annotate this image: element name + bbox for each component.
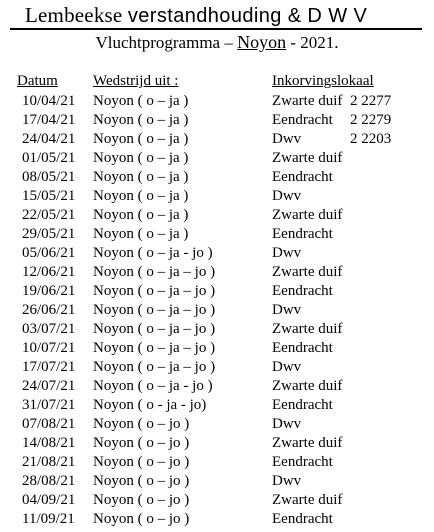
row-number: 2 2277 [350, 93, 392, 109]
row-race: Noyon ( o – ja - jo ) [93, 245, 213, 261]
row-date: 10/04/21 [22, 93, 76, 109]
document-title [10, 3, 422, 30]
table-row [0, 187, 434, 206]
row-date: 28/08/21 [22, 473, 76, 489]
row-location: Eendracht [272, 226, 333, 242]
row-date: 10/07/21 [22, 340, 76, 356]
title-part-1: Lembeekse [25, 3, 128, 27]
row-date: 31/07/21 [22, 397, 76, 413]
table-row [0, 92, 434, 111]
row-date: 24/07/21 [22, 378, 76, 394]
row-location: Eendracht [272, 169, 333, 185]
row-number: 2 2203 [350, 131, 392, 147]
row-race: Noyon ( o – ja ) [93, 150, 189, 166]
row-race: Noyon ( o – ja ) [93, 131, 189, 147]
row-location: Eendracht [272, 454, 333, 470]
row-location: Dwv [272, 359, 302, 375]
row-location: Zwarte duif [272, 321, 343, 337]
row-location: Eendracht [272, 511, 333, 527]
row-location: Eendracht [272, 283, 333, 299]
column-header-lokaal: Inkorvingslokaal [272, 73, 374, 89]
table-row [0, 320, 434, 339]
row-date: 24/04/21 [22, 131, 76, 147]
row-location: Dwv [272, 245, 302, 261]
table-row [0, 225, 434, 244]
row-date: 15/05/21 [22, 188, 76, 204]
table-row [0, 358, 434, 377]
subtitle-suffix: - 2021. [286, 33, 339, 52]
row-race: Noyon ( o – ja ) [93, 226, 189, 242]
row-race: Noyon ( o – ja – jo ) [93, 340, 216, 356]
row-race: Noyon ( o – jo ) [93, 473, 190, 489]
row-race: Noyon ( o – ja – jo ) [93, 283, 216, 299]
row-location: Dwv [272, 188, 302, 204]
row-location: Dwv [272, 473, 302, 489]
column-header-datum: Datum [17, 73, 58, 89]
column-header-wedstrijd: Wedstrijd uit : [93, 73, 179, 89]
row-race: Noyon ( o – ja ) [93, 93, 189, 109]
row-location: Zwarte duif [272, 207, 343, 223]
table-row [0, 263, 434, 282]
row-race: Noyon ( o – ja ) [93, 207, 189, 223]
table-row [0, 244, 434, 263]
row-location: Zwarte duif [272, 264, 343, 280]
row-race: Noyon ( o – jo ) [93, 416, 190, 432]
schedule-table [0, 92, 434, 529]
row-date: 07/08/21 [22, 416, 76, 432]
table-row [0, 168, 434, 187]
row-date: 14/08/21 [22, 435, 76, 451]
table-row [0, 149, 434, 168]
row-race: Noyon ( o – ja – jo ) [93, 359, 216, 375]
table-row [0, 377, 434, 396]
row-race: Noyon ( o – ja – jo ) [93, 264, 216, 280]
row-location: Eendracht [272, 397, 333, 413]
row-date: 19/06/21 [22, 283, 76, 299]
row-location: Zwarte duif [272, 93, 343, 109]
row-date: 11/09/21 [22, 511, 75, 527]
row-location: Eendracht [272, 112, 333, 128]
table-row [0, 339, 434, 358]
row-location: Zwarte duif [272, 378, 343, 394]
row-date: 22/05/21 [22, 207, 76, 223]
document-subtitle [0, 32, 434, 53]
table-row [0, 415, 434, 434]
row-number: 2 2279 [350, 112, 392, 128]
row-date: 12/06/21 [22, 264, 76, 280]
row-date: 26/06/21 [22, 302, 76, 318]
row-race: Noyon ( o – jo ) [93, 492, 190, 508]
table-row [0, 453, 434, 472]
row-date: 05/06/21 [22, 245, 76, 261]
row-race: Noyon ( o – jo ) [93, 435, 190, 451]
row-race: Noyon ( o – ja ) [93, 169, 189, 185]
row-date: 04/09/21 [22, 492, 76, 508]
row-race: Noyon ( o – ja - jo ) [93, 378, 213, 394]
row-location: Dwv [272, 131, 302, 147]
row-location: Eendracht [272, 340, 333, 356]
row-location: Zwarte duif [272, 435, 343, 451]
table-row [0, 111, 434, 130]
subtitle-prefix: Vluchtprogramma – [95, 33, 238, 52]
table-row [0, 130, 434, 149]
table-row [0, 472, 434, 491]
row-date: 29/05/21 [22, 226, 76, 242]
table-row [0, 434, 434, 453]
row-date: 08/05/21 [22, 169, 76, 185]
row-race: Noyon ( o – ja – jo ) [93, 302, 216, 318]
row-location: Zwarte duif [272, 492, 343, 508]
row-date: 03/07/21 [22, 321, 76, 337]
row-race: Noyon ( o – ja – jo ) [93, 321, 216, 337]
row-date: 01/05/21 [22, 150, 76, 166]
table-row [0, 282, 434, 301]
row-race: Noyon ( o – jo ) [93, 511, 190, 527]
row-date: 17/04/21 [22, 112, 76, 128]
table-row [0, 206, 434, 225]
row-location: Dwv [272, 416, 302, 432]
row-date: 17/07/21 [22, 359, 76, 375]
row-location: Dwv [272, 302, 302, 318]
row-race: Noyon ( o - ja - jo) [93, 397, 207, 413]
row-location: Zwarte duif [272, 150, 343, 166]
table-row [0, 396, 434, 415]
title-part-2: verstandhouding & D W V [127, 5, 368, 27]
table-row [0, 491, 434, 510]
table-row [0, 301, 434, 320]
table-row [0, 510, 434, 529]
row-race: Noyon ( o – ja ) [93, 188, 189, 204]
row-date: 21/08/21 [22, 454, 76, 470]
subtitle-place: Noyon [237, 32, 287, 52]
row-race: Noyon ( o – ja ) [93, 112, 189, 128]
row-race: Noyon ( o – jo ) [93, 454, 190, 470]
